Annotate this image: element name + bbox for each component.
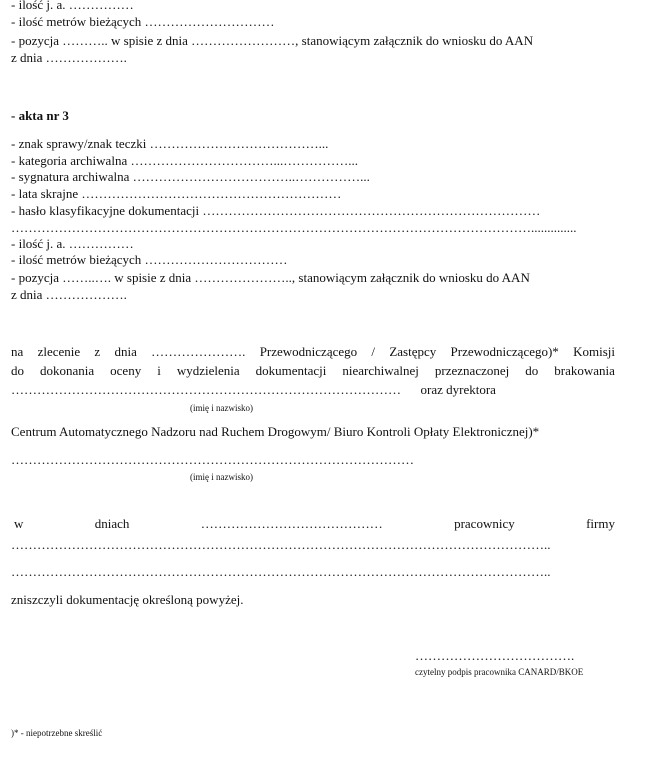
- signature-label: czytelny podpis pracownika CANARD/BKOE: [415, 667, 584, 677]
- dots-line: ……………………………………………………………………………………………………………..: [11, 537, 551, 552]
- word: ………………….: [151, 344, 246, 359]
- word: /: [371, 344, 376, 359]
- classification-line: - hasło klasyfikacyjne dokumentacji ……………………………………………………………………: [11, 203, 541, 218]
- case-mark-line: - znak sprawy/znak teczki …………………………………...: [11, 136, 329, 151]
- days-line: [14, 516, 615, 532]
- word: i: [157, 363, 161, 378]
- name-dots: …………………………………………………………………………………: [11, 452, 414, 467]
- running-meters-line: - ilość metrów bieżących ……………………………: [11, 252, 288, 267]
- name-caption: (imię i nazwisko): [190, 472, 253, 482]
- order-line-2: [11, 363, 615, 379]
- word: do: [525, 363, 539, 378]
- closing-sentence: zniszczyli dokumentację określoną powyżej.: [11, 592, 244, 607]
- word: brakowania: [554, 363, 615, 378]
- word: dniach: [94, 516, 130, 531]
- word: na: [11, 344, 24, 359]
- word: Przewodniczącego: [259, 344, 358, 359]
- order-line-3: ……………………………………………………………………………… oraz dyrektora: [11, 382, 496, 397]
- word: przeznaczonej: [434, 363, 510, 378]
- dots-line: ……………………………………………………………………………………………………………..: [11, 564, 551, 579]
- word: w: [14, 516, 24, 531]
- item-count-line: - ilość j. a. ……………: [11, 0, 134, 12]
- word: wydzielenia: [176, 363, 240, 378]
- archival-signature-line: - sygnatura archiwalna ………………………………..……………...: [11, 169, 370, 184]
- word: Zastępcy: [389, 344, 437, 359]
- date-line: z dnia ……………….: [11, 287, 127, 302]
- word: niearchiwalnej: [342, 363, 419, 378]
- name-caption: (imię i nazwisko): [190, 403, 253, 413]
- word: Komisji: [573, 344, 615, 359]
- word: ……………………………………: [200, 516, 383, 531]
- signature-dots: ……………………………….: [415, 648, 575, 663]
- institution-line: Centrum Automatycznego Nadzoru nad Ruchem Drogowym/ Biuro Kontroli Opłaty Elektronicznej)*: [11, 424, 540, 439]
- classification-continuation: …………………………………………………………………………………………………………..............: [11, 220, 577, 235]
- item-count-line: - ilość j. a. ……………: [11, 236, 134, 251]
- date-range-line: - lata skrajne ……………………………………………………: [11, 186, 342, 201]
- date-line: z dnia ……………….: [11, 50, 127, 65]
- files-heading: - akta nr 3: [11, 108, 69, 123]
- footnote: )* - niepotrzebne skreślić: [11, 728, 103, 738]
- word: dokumentacji: [255, 363, 327, 378]
- position-line: - pozycja ……..…. w spisie z dnia ………………….., stanowiącym załącznik do wniosku do AAN: [11, 270, 530, 285]
- archival-category-line: - kategoria archiwalna ……………………………...……………...: [11, 153, 358, 168]
- position-line: - pozycja ……….. w spisie z dnia ……………………, stanowiącym załącznik do wniosku do AAN: [11, 33, 534, 48]
- word: firmy: [586, 516, 615, 531]
- running-meters-line: - ilość metrów bieżących …………………………: [11, 14, 275, 29]
- word: oceny: [110, 363, 142, 378]
- order-line-1: [11, 344, 615, 360]
- word: Przewodniczącego)*: [450, 344, 559, 359]
- word: zlecenie: [37, 344, 81, 359]
- word: do: [11, 363, 24, 378]
- word: pracownicy: [454, 516, 515, 531]
- word: dokonania: [40, 363, 95, 378]
- word: z: [94, 344, 101, 359]
- word: dnia: [114, 344, 137, 359]
